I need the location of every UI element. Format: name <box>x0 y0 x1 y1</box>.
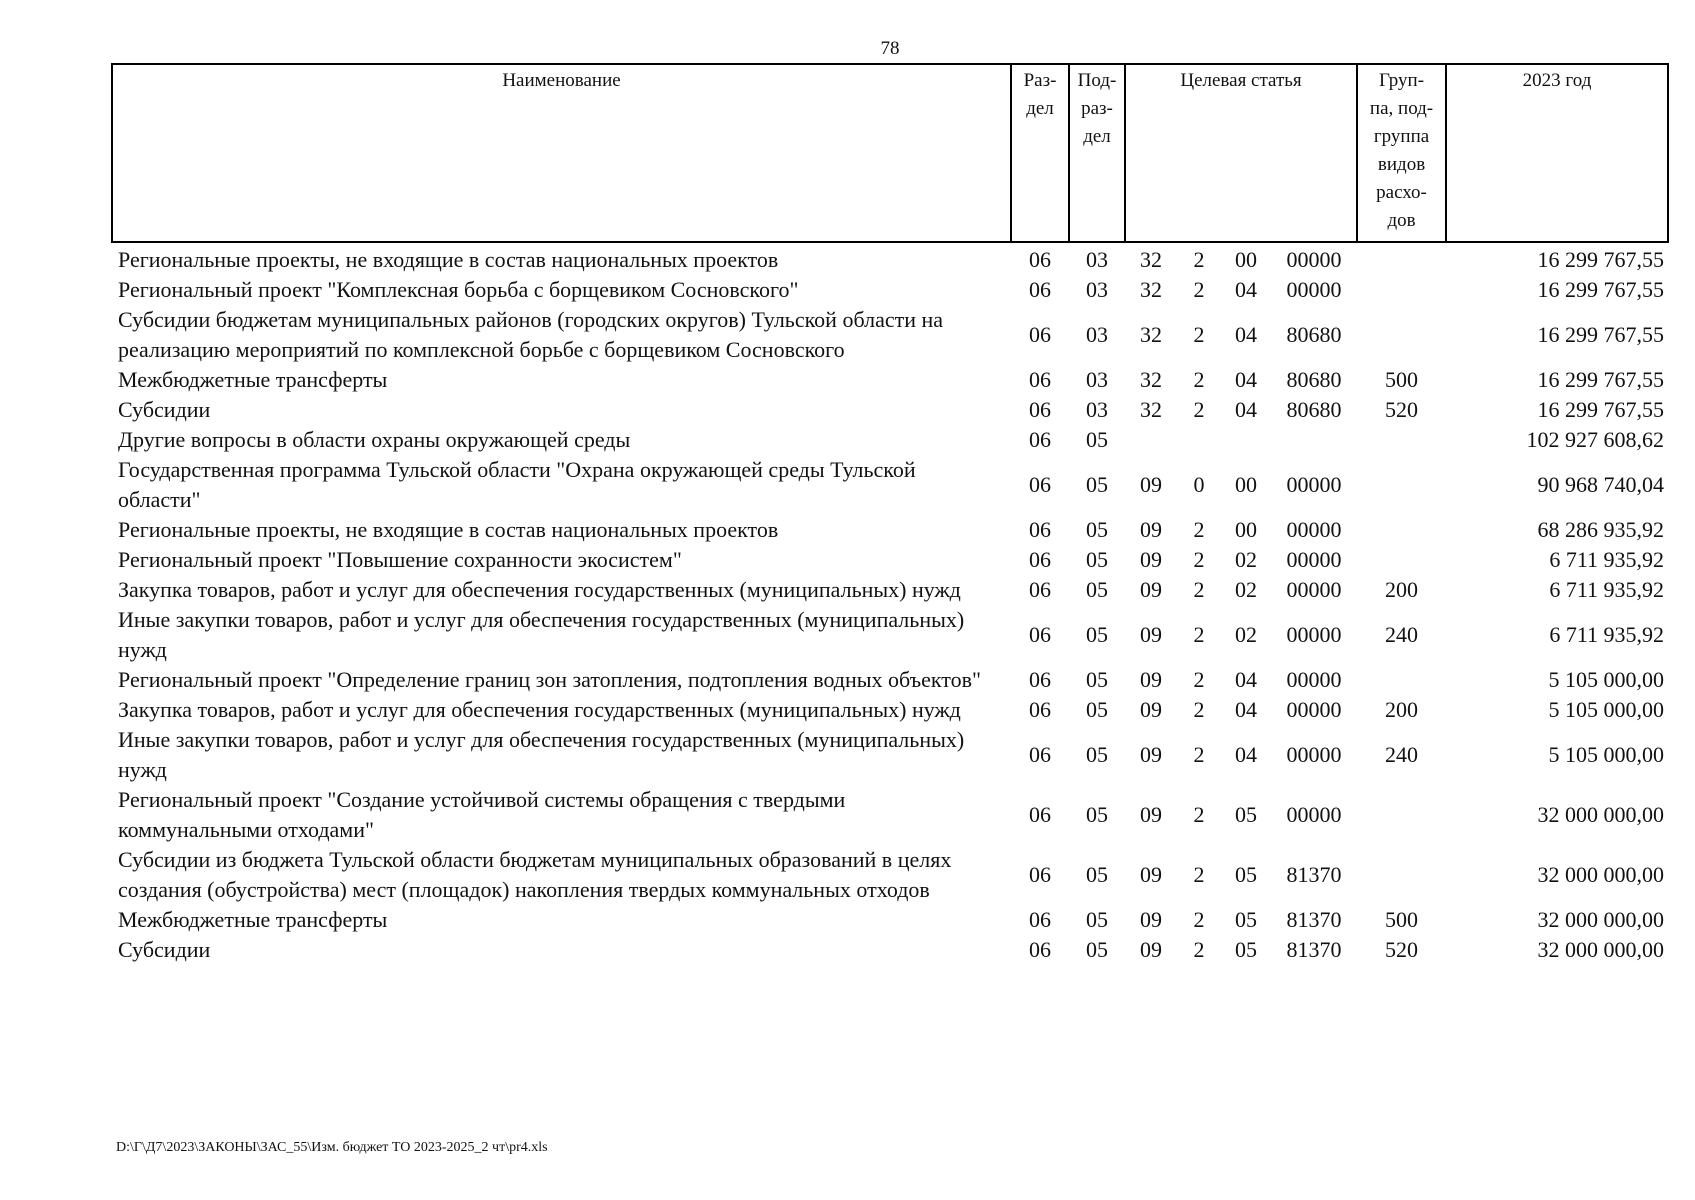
cell-expense-group: 240 <box>1385 622 1419 647</box>
cell-razdel: 06 <box>1029 547 1051 572</box>
cell-podrazdel: 03 <box>1086 322 1108 347</box>
cell-razdel: 06 <box>1029 247 1051 272</box>
table-body <box>112 242 1668 965</box>
cell-amount-2023: 16 299 767,55 <box>1537 397 1665 422</box>
cell-target-type: 2 <box>1193 802 1205 827</box>
cell-amount-2023: 32 000 000,00 <box>1537 862 1665 887</box>
cell-podrazdel: 05 <box>1086 802 1108 827</box>
cell-target-direction: 80680 <box>1286 367 1342 392</box>
cell-target-type: 2 <box>1193 322 1205 347</box>
cell-target-type: 2 <box>1193 397 1205 422</box>
cell-amount-2023: 16 299 767,55 <box>1537 322 1665 347</box>
cell-razdel: 06 <box>1029 622 1051 647</box>
cell-name: Субсидии бюджетам муниципальных районов (городских округов) Тульской области на реализацию мероприятий по комплексной борьбе с борщевиком Сосновского <box>118 307 944 362</box>
cell-podrazdel: 05 <box>1086 577 1108 602</box>
cell-target-direction: 00000 <box>1286 247 1342 272</box>
cell-target-type: 0 <box>1193 472 1205 497</box>
cell-name: Региональный проект "Комплексная борьба с борщевиком Сосновского" <box>118 277 799 302</box>
cell-razdel: 06 <box>1029 277 1051 302</box>
cell-amount-2023: 32 000 000,00 <box>1537 802 1665 827</box>
cell-target-direction: 00000 <box>1286 667 1342 692</box>
cell-name: Другие вопросы в области охраны окружающей среды <box>118 427 631 452</box>
table-header <box>112 64 1668 242</box>
cell-target-direction: 00000 <box>1286 622 1342 647</box>
cell-target-program: 32 <box>1140 367 1162 392</box>
cell-target-type: 2 <box>1193 577 1205 602</box>
header-year-2023: 2023 год <box>1446 64 1668 242</box>
table-row <box>112 935 1668 965</box>
cell-name: Субсидии из бюджета Тульской области бюджетам муниципальных образований в целях создания (обустройства) мест (площадок) накопления твердых коммунальных отходов <box>118 847 952 902</box>
cell-target-direction: 00000 <box>1286 802 1342 827</box>
cell-expense-group: 500 <box>1385 367 1419 392</box>
header-name: Наименование <box>112 64 1011 242</box>
cell-target-program: 09 <box>1140 862 1162 887</box>
cell-target-type: 2 <box>1193 862 1205 887</box>
table-row <box>112 785 1668 845</box>
cell-name: Субсидии <box>118 937 211 962</box>
cell-target-subprogram: 05 <box>1235 802 1257 827</box>
cell-target-type: 2 <box>1193 277 1205 302</box>
cell-podrazdel: 05 <box>1086 907 1108 932</box>
cell-target-type: 2 <box>1193 517 1205 542</box>
cell-target-program: 09 <box>1140 742 1162 767</box>
cell-expense-group <box>1357 275 1446 305</box>
header-expense-group: Груп- па, под- группа видов расхо- дов <box>1357 64 1446 242</box>
cell-podrazdel: 05 <box>1086 472 1108 497</box>
cell-expense-group <box>1357 455 1446 515</box>
cell-target-program: 09 <box>1140 472 1162 497</box>
cell-expense-group <box>1357 545 1446 575</box>
cell-target-subprogram <box>1221 425 1271 455</box>
cell-target-subprogram: 04 <box>1235 397 1257 422</box>
header-podrazdel: Под- раз- дел <box>1069 64 1125 242</box>
cell-podrazdel: 05 <box>1086 622 1108 647</box>
page-number: 78 <box>880 38 900 59</box>
cell-target-direction: 80680 <box>1286 322 1342 347</box>
cell-target-subprogram: 05 <box>1235 907 1257 932</box>
cell-name: Иные закупки товаров, работ и услуг для обеспечения государственных (муниципальных) нужд <box>118 607 965 662</box>
cell-name: Иные закупки товаров, работ и услуг для обеспечения государственных (муниципальных) нужд <box>118 727 965 782</box>
cell-name: Межбюджетные трансферты <box>118 907 388 932</box>
cell-podrazdel: 05 <box>1086 742 1108 767</box>
cell-amount-2023: 102 927 608,62 <box>1526 427 1665 452</box>
cell-expense-group: 200 <box>1385 697 1419 722</box>
table-row <box>112 515 1668 545</box>
cell-razdel: 06 <box>1029 667 1051 692</box>
header-target-article: Целевая статья <box>1125 64 1357 242</box>
cell-amount-2023: 6 711 935,92 <box>1549 577 1665 602</box>
cell-target-direction: 00000 <box>1286 577 1342 602</box>
cell-target-subprogram: 02 <box>1235 577 1257 602</box>
table-row <box>112 305 1668 365</box>
cell-expense-group <box>1357 665 1446 695</box>
cell-expense-group: 520 <box>1385 397 1419 422</box>
cell-target-type: 2 <box>1193 667 1205 692</box>
cell-expense-group <box>1357 305 1446 365</box>
table-row <box>112 275 1668 305</box>
cell-podrazdel: 05 <box>1086 667 1108 692</box>
cell-amount-2023: 32 000 000,00 <box>1537 907 1665 932</box>
cell-target-subprogram: 04 <box>1235 742 1257 767</box>
cell-name: Региональный проект "Повышение сохранности экосистем" <box>118 547 682 572</box>
cell-target-subprogram: 02 <box>1235 547 1257 572</box>
cell-target-program: 32 <box>1140 247 1162 272</box>
cell-podrazdel: 05 <box>1086 427 1108 452</box>
table-row <box>112 905 1668 935</box>
budget-table <box>111 63 1669 965</box>
cell-target-direction: 00000 <box>1286 277 1342 302</box>
cell-amount-2023: 6 711 935,92 <box>1549 547 1665 572</box>
cell-razdel: 06 <box>1029 472 1051 497</box>
cell-name: Региональные проекты, не входящие в состав национальных проектов <box>118 247 779 272</box>
cell-expense-group <box>1357 515 1446 545</box>
table-row <box>112 545 1668 575</box>
cell-podrazdel: 05 <box>1086 517 1108 542</box>
cell-target-program: 09 <box>1140 802 1162 827</box>
cell-target-direction: 81370 <box>1286 862 1342 887</box>
table-row <box>112 845 1668 905</box>
table-row <box>112 665 1668 695</box>
cell-expense-group: 520 <box>1385 937 1419 962</box>
cell-target-direction: 81370 <box>1286 907 1342 932</box>
cell-target-program: 09 <box>1140 517 1162 542</box>
cell-amount-2023: 90 968 740,04 <box>1537 472 1665 497</box>
cell-amount-2023: 16 299 767,55 <box>1537 247 1665 272</box>
cell-target-direction <box>1271 425 1357 455</box>
cell-name: Региональный проект "Создание устойчивой системы обращения с твердыми коммунальными отходами" <box>118 787 846 842</box>
cell-target-type <box>1177 425 1221 455</box>
cell-target-direction: 00000 <box>1286 517 1342 542</box>
cell-expense-group: 500 <box>1385 907 1419 932</box>
cell-expense-group: 240 <box>1385 742 1419 767</box>
cell-target-direction: 00000 <box>1286 742 1342 767</box>
table-row <box>112 575 1668 605</box>
cell-target-subprogram: 00 <box>1235 472 1257 497</box>
cell-target-program: 09 <box>1140 577 1162 602</box>
cell-expense-group <box>1357 425 1446 455</box>
cell-target-subprogram: 04 <box>1235 277 1257 302</box>
cell-target-program: 09 <box>1140 622 1162 647</box>
cell-target-direction: 81370 <box>1286 937 1342 962</box>
cell-target-program <box>1125 425 1177 455</box>
cell-target-subprogram: 04 <box>1235 667 1257 692</box>
table-row <box>112 605 1668 665</box>
cell-target-type: 2 <box>1193 247 1205 272</box>
header-row <box>112 64 1668 242</box>
cell-razdel: 06 <box>1029 802 1051 827</box>
cell-expense-group: 200 <box>1385 577 1419 602</box>
cell-target-subprogram: 00 <box>1235 517 1257 542</box>
cell-name: Межбюджетные трансферты <box>118 367 388 392</box>
cell-name: Государственная программа Тульской области "Охрана окружающей среды Тульской области" <box>118 457 916 512</box>
cell-razdel: 06 <box>1029 367 1051 392</box>
cell-target-type: 2 <box>1193 907 1205 932</box>
cell-target-program: 09 <box>1140 937 1162 962</box>
cell-target-program: 09 <box>1140 697 1162 722</box>
cell-target-program: 32 <box>1140 277 1162 302</box>
cell-podrazdel: 05 <box>1086 937 1108 962</box>
cell-expense-group <box>1357 242 1446 275</box>
cell-amount-2023: 16 299 767,55 <box>1537 277 1665 302</box>
cell-target-subprogram: 04 <box>1235 322 1257 347</box>
cell-target-program: 09 <box>1140 907 1162 932</box>
cell-razdel: 06 <box>1029 397 1051 422</box>
cell-target-program: 32 <box>1140 322 1162 347</box>
cell-amount-2023: 16 299 767,55 <box>1537 367 1665 392</box>
cell-target-subprogram: 04 <box>1235 697 1257 722</box>
cell-razdel: 06 <box>1029 907 1051 932</box>
cell-expense-group <box>1357 845 1446 905</box>
table-row <box>112 425 1668 455</box>
cell-target-program: 09 <box>1140 667 1162 692</box>
cell-expense-group <box>1357 785 1446 845</box>
cell-target-type: 2 <box>1193 937 1205 962</box>
cell-target-direction: 00000 <box>1286 697 1342 722</box>
cell-target-type: 2 <box>1193 697 1205 722</box>
table-row <box>112 455 1668 515</box>
cell-target-subprogram: 00 <box>1235 247 1257 272</box>
cell-amount-2023: 68 286 935,92 <box>1537 517 1665 542</box>
table-row <box>112 695 1668 725</box>
cell-name: Закупка товаров, работ и услуг для обеспечения государственных (муниципальных) нужд <box>118 697 961 722</box>
cell-amount-2023: 5 105 000,00 <box>1548 697 1665 722</box>
cell-razdel: 06 <box>1029 937 1051 962</box>
cell-target-direction: 80680 <box>1286 397 1342 422</box>
cell-podrazdel: 05 <box>1086 862 1108 887</box>
cell-target-subprogram: 05 <box>1235 862 1257 887</box>
cell-target-program: 09 <box>1140 547 1162 572</box>
cell-target-direction: 00000 <box>1286 547 1342 572</box>
cell-target-type: 2 <box>1193 367 1205 392</box>
cell-razdel: 06 <box>1029 427 1051 452</box>
cell-razdel: 06 <box>1029 577 1051 602</box>
header-razdel: Раз- дел <box>1011 64 1069 242</box>
table-row <box>112 365 1668 395</box>
cell-podrazdel: 03 <box>1086 277 1108 302</box>
cell-razdel: 06 <box>1029 322 1051 347</box>
cell-podrazdel: 05 <box>1086 547 1108 572</box>
cell-name: Субсидии <box>118 397 211 422</box>
cell-target-subprogram: 04 <box>1235 367 1257 392</box>
cell-amount-2023: 6 711 935,92 <box>1549 622 1665 647</box>
cell-name: Закупка товаров, работ и услуг для обеспечения государственных (муниципальных) нужд <box>118 577 961 602</box>
cell-target-subprogram: 02 <box>1235 622 1257 647</box>
cell-name: Региональный проект "Определение границ зон затопления, подтопления водных объектов" <box>118 667 981 692</box>
cell-razdel: 06 <box>1029 697 1051 722</box>
cell-podrazdel: 03 <box>1086 247 1108 272</box>
cell-podrazdel: 05 <box>1086 697 1108 722</box>
cell-target-type: 2 <box>1193 547 1205 572</box>
file-path-footer: D:\Г\Д7\2023\ЗАКОНЫ\ЗАС_55\Изм. бюджет ТО 2023-2025_2 чт\pr4.xls <box>116 1140 548 1155</box>
cell-amount-2023: 5 105 000,00 <box>1548 742 1665 767</box>
cell-target-type: 2 <box>1193 742 1205 767</box>
table-row <box>112 395 1668 425</box>
cell-target-type: 2 <box>1193 622 1205 647</box>
cell-razdel: 06 <box>1029 742 1051 767</box>
cell-razdel: 06 <box>1029 862 1051 887</box>
table-row <box>112 242 1668 275</box>
cell-name: Региональные проекты, не входящие в состав национальных проектов <box>118 517 779 542</box>
cell-podrazdel: 03 <box>1086 367 1108 392</box>
cell-target-direction: 00000 <box>1286 472 1342 497</box>
table-row <box>112 725 1668 785</box>
cell-razdel: 06 <box>1029 517 1051 542</box>
cell-amount-2023: 5 105 000,00 <box>1548 667 1665 692</box>
cell-target-subprogram: 05 <box>1235 937 1257 962</box>
cell-amount-2023: 32 000 000,00 <box>1537 937 1665 962</box>
cell-podrazdel: 03 <box>1086 397 1108 422</box>
cell-target-program: 32 <box>1140 397 1162 422</box>
